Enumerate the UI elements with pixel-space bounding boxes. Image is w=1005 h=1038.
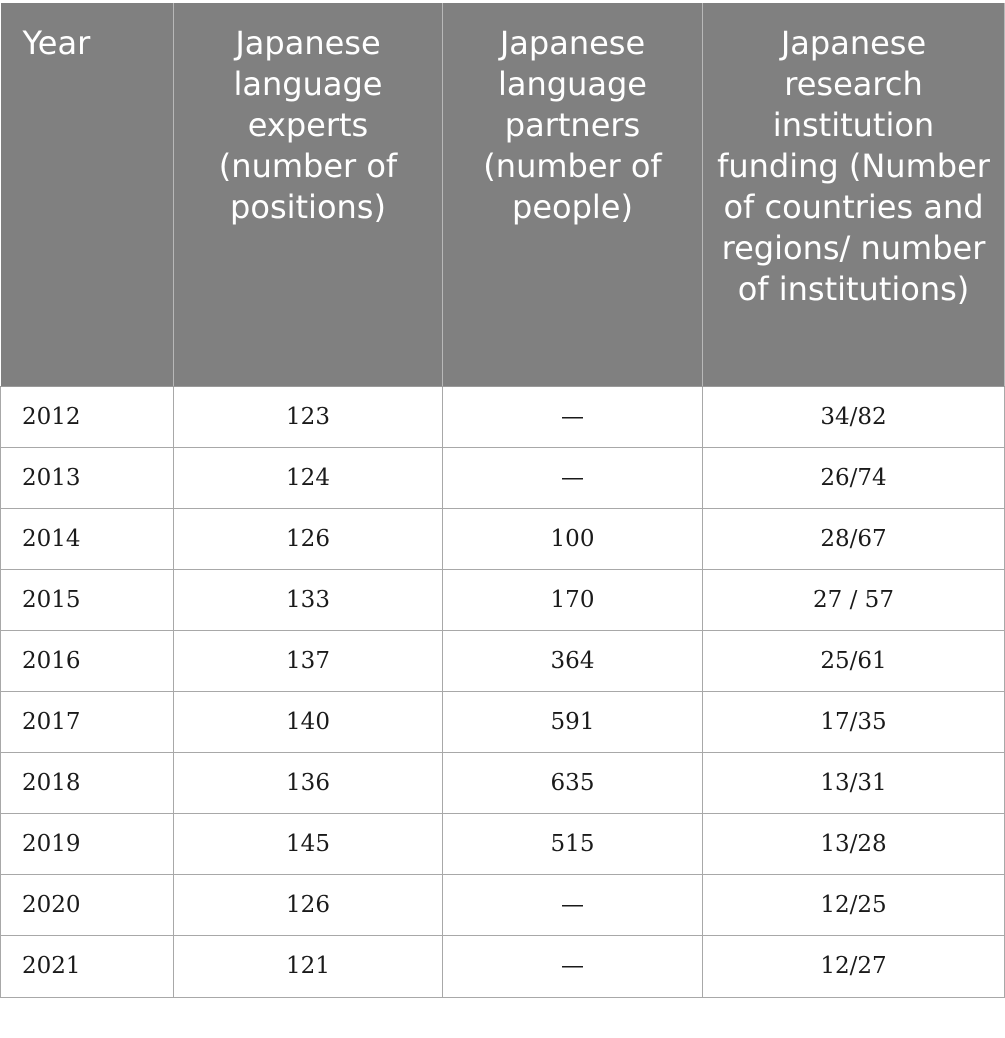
header-funding: Japanese research institution funding (Number of countries and regions/ number of institutions) [703, 3, 1005, 386]
experts-cell: 133 [174, 569, 443, 630]
table-row [1, 691, 1005, 752]
table-row [1, 508, 1005, 569]
partners-cell: — [443, 386, 703, 447]
year-cell: 2014 [1, 508, 174, 569]
experts-cell: 124 [174, 447, 443, 508]
table-row [1, 874, 1005, 935]
table-row [1, 752, 1005, 813]
year-cell: 2016 [1, 630, 174, 691]
funding-cell: 12/25 [703, 874, 1005, 935]
table-row [1, 630, 1005, 691]
year-cell: 2015 [1, 569, 174, 630]
header-experts: Japanese language experts (number of positions) [174, 3, 443, 386]
funding-cell: 34/82 [703, 386, 1005, 447]
year-cell: 2019 [1, 813, 174, 874]
experts-cell: 121 [174, 935, 443, 997]
funding-cell: 26/74 [703, 447, 1005, 508]
funding-cell: 12/27 [703, 935, 1005, 997]
year-cell: 2018 [1, 752, 174, 813]
experts-cell: 123 [174, 386, 443, 447]
partners-cell: 635 [443, 752, 703, 813]
partners-cell: — [443, 935, 703, 997]
partners-cell: 515 [443, 813, 703, 874]
year-cell: 2012 [1, 386, 174, 447]
year-cell: 2021 [1, 935, 174, 997]
table-row [1, 935, 1005, 997]
funding-cell: 27 / 57 [703, 569, 1005, 630]
experts-cell: 145 [174, 813, 443, 874]
funding-cell: 17/35 [703, 691, 1005, 752]
experts-cell: 137 [174, 630, 443, 691]
table-header [1, 3, 1005, 386]
experts-cell: 126 [174, 508, 443, 569]
year-cell: 2017 [1, 691, 174, 752]
partners-cell: — [443, 874, 703, 935]
experts-cell: 140 [174, 691, 443, 752]
funding-cell: 25/61 [703, 630, 1005, 691]
experts-cell: 126 [174, 874, 443, 935]
experts-cell: 136 [174, 752, 443, 813]
data-table [0, 3, 1005, 998]
funding-cell: 28/67 [703, 508, 1005, 569]
header-row [1, 3, 1005, 386]
funding-cell: 13/28 [703, 813, 1005, 874]
partners-cell: 170 [443, 569, 703, 630]
table-row [1, 386, 1005, 447]
table-row [1, 447, 1005, 508]
header-partners: Japanese language partners (number of people) [443, 3, 703, 386]
table-row [1, 813, 1005, 874]
partners-cell: 100 [443, 508, 703, 569]
table-body [1, 386, 1005, 997]
year-cell: 2020 [1, 874, 174, 935]
header-year: Year [1, 3, 174, 386]
year-cell: 2013 [1, 447, 174, 508]
table-row [1, 569, 1005, 630]
partners-cell: 364 [443, 630, 703, 691]
funding-cell: 13/31 [703, 752, 1005, 813]
partners-cell: — [443, 447, 703, 508]
partners-cell: 591 [443, 691, 703, 752]
